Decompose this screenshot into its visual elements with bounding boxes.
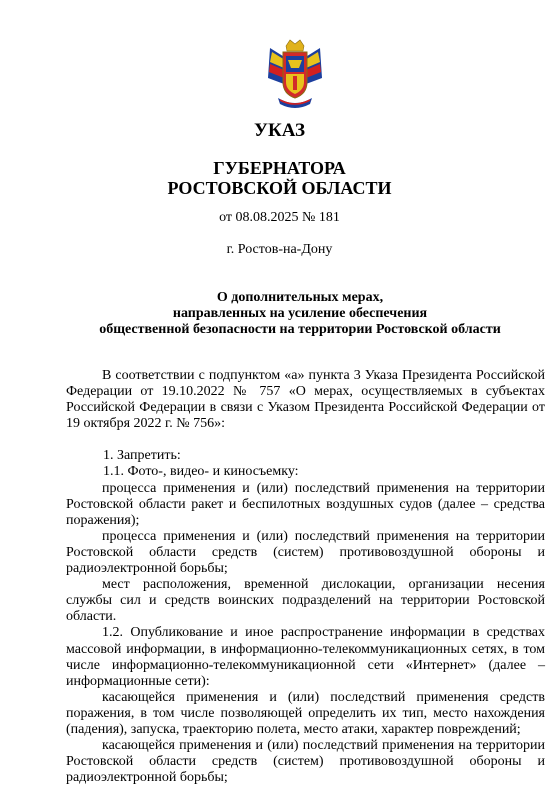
document-date-number: от 08.08.2025 № 181: [219, 210, 340, 225]
document-title: УКАЗ: [254, 120, 305, 141]
subject-line: направленных на усиление обеспечения: [172, 306, 428, 321]
issuer-line-2: РОСТОВСКОЙ ОБЛАСТИ: [167, 178, 392, 198]
item-1-2-b: касающейся применения и (или) последствий применения на территории Ростовской области средств (систем) противовоздушной обороны и радиоэлектронной борьбы;: [66, 738, 545, 786]
document-subject: [60, 290, 540, 338]
document-body: [66, 368, 545, 786]
item-1-1-b: процесса применения и (или) последствий применения на территории Ростовской области средств (систем) противовоздушной обороны и радиоэлектронной борьбы;: [66, 528, 545, 577]
item-1: 1. Запретить:: [103, 448, 181, 464]
issuer-line-1: ГУБЕРНАТОРА: [213, 158, 346, 178]
item-1-1-a: процесса применения и (или) последствий применения на территории Ростовской области ракет и беспилотных воздушных судов (далее – средства поражения);: [66, 480, 545, 528]
item-1-2-a: касающейся применения и (или) последствий применения средств поражения, в том числе позволяющей определить их тип, место нахождения (падения), запуска, траекторию полета, место атаки, характер повреждений;: [66, 689, 545, 737]
preamble-paragraph: В соответствии с подпунктом «а» пункта 3 Указа Президента Российской Федерации от 19.10.2022 № 757 «О мерах, осуществляемых в субъектах Российской Федерации в связи с Указом Президента Российской Федерации от 19 октября 2022 г. № 756»:: [66, 368, 545, 432]
item-1-2: 1.2. Опубликование и иное распространение информации в средствах массовой информации, в информационно-телекоммуникационных сетях, в том числе информационно-телекоммуникационной сети «Интернет» (далее – информационные сети):: [66, 625, 545, 689]
document-city: г. Ростов-на-Дону: [226, 242, 333, 257]
item-1-1: 1.1. Фото-, видео- и киносъемку:: [103, 464, 299, 480]
item-1-1-c: мест расположения, временной дислокации, организации несения службы сил и средств воинских подразделений на территории Ростовской области.: [66, 577, 545, 625]
coat-of-arms-emblem: [266, 38, 324, 110]
subject-line: О дополнительных мерах,: [216, 290, 384, 305]
subject-line: общественной безопасности на территории Ростовской области: [99, 322, 501, 337]
